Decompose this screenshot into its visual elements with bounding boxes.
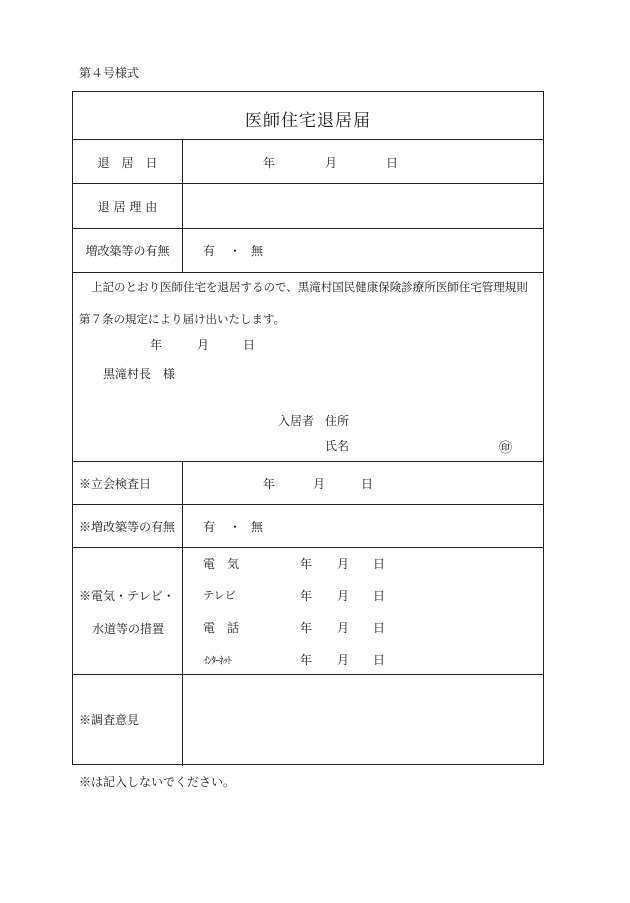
renovation-no-option[interactable]: 無 <box>251 244 264 258</box>
divider <box>73 228 543 229</box>
utility-month-unit: 月 <box>337 557 350 571</box>
utilities-label-line2: 水道等の措置 <box>92 622 165 636</box>
declaration-year-unit: 年 <box>150 338 163 352</box>
renovation-check-no-option[interactable]: 無 <box>251 520 264 534</box>
form-number: 第４号様式 <box>79 66 140 80</box>
utility-day-unit: 日 <box>373 653 386 667</box>
utility-month-unit: 月 <box>337 621 350 635</box>
seal-mark: ㊞ <box>499 441 513 456</box>
move-out-form <box>72 91 544 765</box>
investigation-field[interactable] <box>183 675 543 764</box>
address-label: 住所 <box>325 414 350 428</box>
declaration-month-unit: 月 <box>197 338 210 352</box>
utility-year-unit: 年 <box>300 557 313 571</box>
addressee: 黒滝村長 様 <box>103 367 176 381</box>
renovation-separator: ・ <box>229 244 242 258</box>
declaration-day-unit: 日 <box>243 338 256 352</box>
move-out-date-field[interactable] <box>183 140 543 182</box>
move-out-day-unit: 日 <box>386 156 399 170</box>
move-out-year-unit: 年 <box>263 156 276 170</box>
utilities-label-line1: ※電気・テレビ・ <box>79 589 175 603</box>
renovation-check-yes-option[interactable]: 有 <box>203 520 216 534</box>
resident-label: 入居者 <box>278 414 315 428</box>
footnote: ※は記入しないでください。 <box>79 775 236 789</box>
utility-year-unit: 年 <box>300 589 313 603</box>
utility-electricity-label: 電 気 <box>203 557 240 571</box>
inspection-day-unit: 日 <box>361 477 374 491</box>
address-field[interactable] <box>358 407 538 427</box>
renovation-check-label: ※増改築等の有無 <box>79 520 176 534</box>
utility-day-unit: 日 <box>373 621 386 635</box>
utility-day-unit: 日 <box>373 589 386 603</box>
divider <box>73 461 543 462</box>
move-out-month-unit: 月 <box>325 156 338 170</box>
inspection-year-unit: 年 <box>263 477 276 491</box>
renovation-check-separator: ・ <box>229 520 242 534</box>
name-field[interactable] <box>358 432 498 452</box>
move-out-reason-label: 退 居 理 由 <box>97 200 158 214</box>
utility-year-unit: 年 <box>300 653 313 667</box>
move-out-date-label: 退 居 日 <box>97 156 158 170</box>
declaration-line2: 第７条の規定により届け出いたします。 <box>79 312 286 326</box>
renovation-label: 増改築等の有無 <box>85 244 170 258</box>
declaration-line1: 上記のとおり医師住宅を退居するので、黒滝村国民健康保険診療所医師住宅管理規則 <box>91 280 528 294</box>
utility-internet-label: ｲﾝﾀｰﾈｯﾄ <box>203 656 231 667</box>
form-title: 医師住宅退居届 <box>245 111 371 131</box>
utility-month-unit: 月 <box>337 589 350 603</box>
utility-month-unit: 月 <box>337 653 350 667</box>
inspection-date-label: ※立会検査日 <box>79 477 152 491</box>
renovation-yes-option[interactable]: 有 <box>203 244 216 258</box>
divider <box>73 547 543 548</box>
move-out-reason-field[interactable] <box>183 184 543 227</box>
utility-year-unit: 年 <box>300 621 313 635</box>
inspection-month-unit: 月 <box>313 477 326 491</box>
name-label: 氏名 <box>325 439 350 453</box>
divider <box>73 504 543 505</box>
utility-tv-label: テレビ <box>203 589 236 602</box>
divider <box>73 272 543 273</box>
utility-phone-label: 電 話 <box>203 621 240 635</box>
investigation-label: ※調査意見 <box>79 713 140 727</box>
utility-day-unit: 日 <box>373 557 386 571</box>
